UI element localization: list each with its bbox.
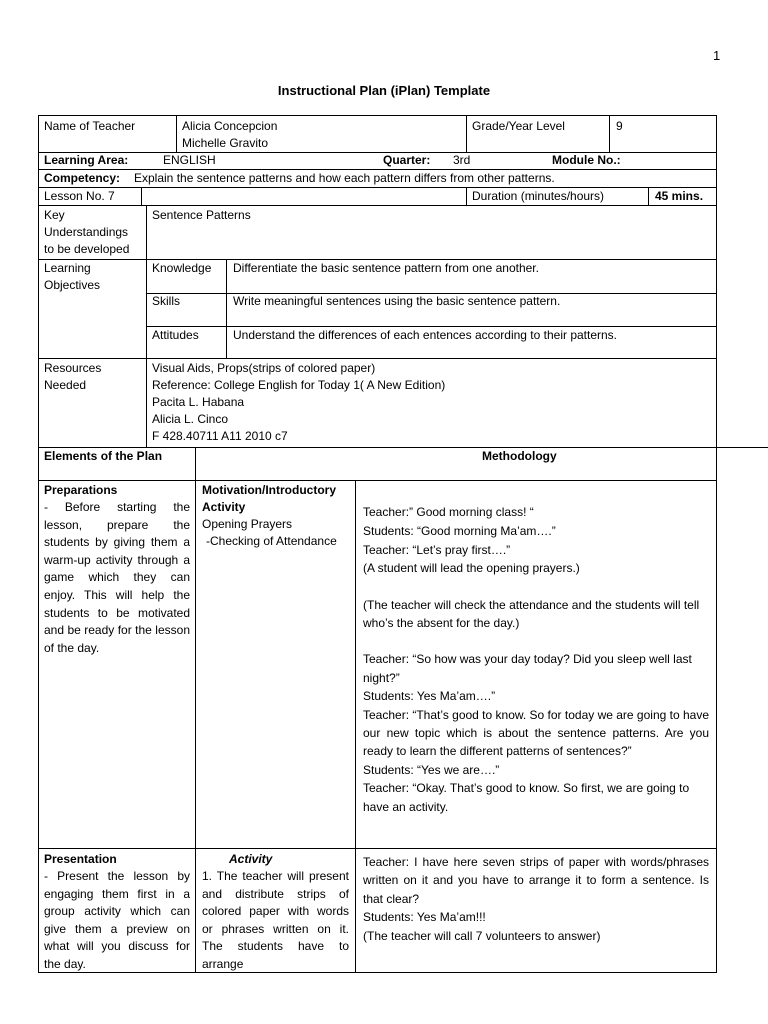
name-of-teacher-label: Name of Teacher [44,119,136,133]
grade-level-label: Grade/Year Level [472,119,565,133]
skills-objective: Write meaningful sentences using the basic sentence pattern. [233,294,561,308]
activity-title: Activity [229,852,273,866]
duration-value: 45 mins. [655,189,704,203]
preparations-text: - Before starting the lesson, prepare the students by giving them a warm-up activity through a game which they can enjoy. This will help the students to be motivated and be ready for the lesson of the day. [44,500,190,655]
resource-line-4: Alicia L. Cinco [152,412,229,426]
quarter-label: Quarter: [383,153,431,167]
dialogue-line: Teacher:” Good morning class! “ [363,505,534,519]
opening-prayers: Opening Prayers [202,517,293,531]
lesson-number: Lesson No. 7 [44,189,115,203]
learning-area-value: ENGLISH [163,153,216,167]
methodology-header: Methodology [482,449,557,463]
preparations-dialogue [363,503,709,816]
dialogue-line: Teacher: “Okay. That’s good to know. So first, we are going to have an activity. [363,781,690,814]
resource-line-1: Visual Aids, Props(strips of colored paper) [152,361,376,375]
dialogue-spacer [363,578,709,596]
key-understanding-value: Sentence Patterns [152,208,251,222]
dialogue-line: Students: Yes Ma’am….” [363,689,496,704]
dialogue-line: Teacher: I have here seven strips of paper with words/phrases written on it and you have to arrange it to form a sentence. Is that clear? [363,855,709,906]
teacher-name-1: Alicia Concepcion [182,119,278,133]
skills-label: Skills [152,294,181,308]
resource-line-5: F 428.40711 A11 2010 c7 [152,429,288,443]
key-label-3: to be developed [44,242,130,256]
grade-level-value: 9 [616,119,623,133]
dialogue-line: (The teacher will check the attendance and the students will tell who’s the absent for the day.) [363,597,700,631]
resource-line-3: Pacita L. Habana [152,395,245,409]
presentation-text: - Present the lesson by engaging them first in a group activity which can give them a preview on what will you discuss for the day. [44,869,190,971]
learning-area-label: Learning Area: [44,153,129,167]
dialogue-line: Teacher: “Let’s pray first….” [363,542,511,557]
resources-label-1: Resources [44,361,102,375]
attitudes-label: Attitudes [152,328,199,342]
activity-text: 1. The teacher will present and distribute strips of colored paper with words or phrases written on it. The students have to arrange [202,869,349,971]
motivation-title-2: Activity [202,500,246,514]
teacher-name-2: Michelle Gravito [182,136,269,150]
knowledge-label: Knowledge [152,261,212,275]
resource-line-2: Reference: College English for Today 1( A New Edition) [152,378,446,392]
objectives-label-2: Objectives [44,278,101,292]
resources-label-2: Needed [44,378,87,392]
dialogue-line: (The teacher will call 7 volunteers to answer) [363,928,601,943]
objectives-label-1: Learning [44,261,91,275]
dialogue-line: Students: “Yes we are….” [363,762,500,777]
competency-value: Explain the sentence patterns and how each pattern differs from other patterns. [134,171,555,185]
key-label-2: Understandings [44,225,129,239]
page-number: 1 [713,48,721,63]
checking-attendance: -Checking of Attendance [206,534,337,548]
preparations-title: Preparations [44,483,118,497]
knowledge-objective: Differentiate the basic sentence pattern from one another. [233,261,539,275]
elements-of-plan-header: Elements of the Plan [44,449,163,463]
quarter-value: 3rd [453,153,471,167]
dialogue-line: Students: Yes Ma’am!!! [363,910,486,925]
presentation-dialogue [363,853,709,945]
dialogue-spacer [363,632,709,650]
document-title: Instructional Plan (iPlan) Template [277,83,491,98]
duration-label: Duration (minutes/hours) [472,189,605,203]
dialogue-line: Teacher: “That’s good to know. So for today we are going to have our new topic which is about the sentence patterns. Are you ready to learn the different patterns of sentences?” [363,707,709,759]
dialogue-line: Teacher: “So how was your day today? Did you sleep well last night?” [363,652,692,685]
module-no-label: Module No.: [552,153,621,167]
dialogue-line: Students: “Good morning Ma’am….” [363,524,556,539]
presentation-title: Presentation [44,852,117,866]
key-label-1: Key [44,208,65,222]
attitudes-objective: Understand the differences of each entences according to their patterns. [233,328,618,342]
dialogue-line: (A student will lead the opening prayers.) [363,561,580,576]
motivation-title-1: Motivation/Introductory [202,483,336,497]
competency-label: Competency: [44,171,121,185]
